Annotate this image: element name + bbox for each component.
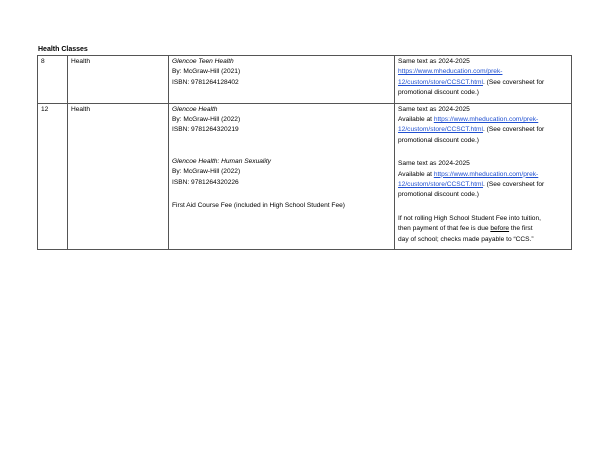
fee-note-line2-post: the first: [509, 225, 533, 233]
note-suffix: . (See coversheet for: [483, 78, 545, 86]
book-isbn: ISBN: 9781264128402: [172, 78, 239, 86]
fee-note-line1: If not rolling High School Student Fee into tuition,: [398, 214, 541, 222]
fee-note-line2: [398, 224, 568, 234]
book-isbn: ISBN: 9781264320226: [172, 178, 239, 186]
textbook-cell: [169, 103, 395, 249]
note-tail: promotional discount code.): [398, 191, 480, 199]
section-title: Health Classes: [38, 46, 88, 53]
note-available: Available at: [398, 170, 434, 178]
fee-note-line2-pre: then payment of that fee is due: [398, 225, 491, 233]
fee-item: First Aid Course Fee (included in High School Student Fee): [172, 202, 345, 210]
note-prefix: Same text as 2024-2025: [398, 160, 470, 168]
note-tail: promotional discount code.): [398, 89, 480, 97]
book-publisher: By: McGraw-Hill (2022): [172, 168, 241, 176]
book-title: Glencoe Teen Health: [172, 58, 234, 65]
table-row: [38, 103, 572, 249]
book-publisher: By: McGraw-Hill (2022): [172, 116, 241, 124]
fee-note-before: before: [490, 225, 510, 233]
subject-cell: Health: [68, 56, 169, 104]
note-tail: promotional discount code.): [398, 136, 480, 144]
note-available: Available at: [398, 116, 434, 124]
note-suffix: . (See coversheet for: [483, 126, 545, 134]
grade-cell: 8: [38, 56, 68, 104]
table-row: [38, 56, 572, 104]
health-classes-table: [37, 55, 572, 250]
store-link[interactable]: https://www.mheducation.com/prek-: [433, 170, 539, 178]
fee-note-line3: day of school; checks made payable to “CCS.”: [398, 235, 534, 243]
store-link-cont[interactable]: 12/custom/store/CCSCT.html: [398, 126, 484, 134]
grade-cell: 12: [38, 103, 68, 249]
textbook-cell: [169, 56, 395, 104]
store-link[interactable]: https://www.mheducation.com/prek-: [398, 68, 503, 76]
note-prefix: Same text as 2024-2025: [398, 105, 470, 113]
notes-cell: [395, 103, 572, 249]
book-isbn: ISBN: 9781264320219: [172, 126, 239, 134]
store-link-cont[interactable]: 12/custom/store/CCSCT.html: [398, 78, 484, 86]
book-title: Glencoe Health: [172, 105, 218, 113]
book-publisher: By: McGraw-Hill (2021): [172, 68, 241, 76]
note-suffix: . (See coversheet for: [483, 181, 545, 189]
subject-cell: Health: [68, 103, 169, 249]
store-link[interactable]: https://www.mheducation.com/prek-: [433, 116, 539, 124]
book-title: Glencoe Health: Human Sexuality: [172, 157, 271, 165]
note-prefix: Same text as 2024-2025: [398, 58, 470, 65]
notes-cell: [395, 56, 572, 104]
store-link-cont[interactable]: 12/custom/store/CCSCT.html: [398, 181, 484, 189]
